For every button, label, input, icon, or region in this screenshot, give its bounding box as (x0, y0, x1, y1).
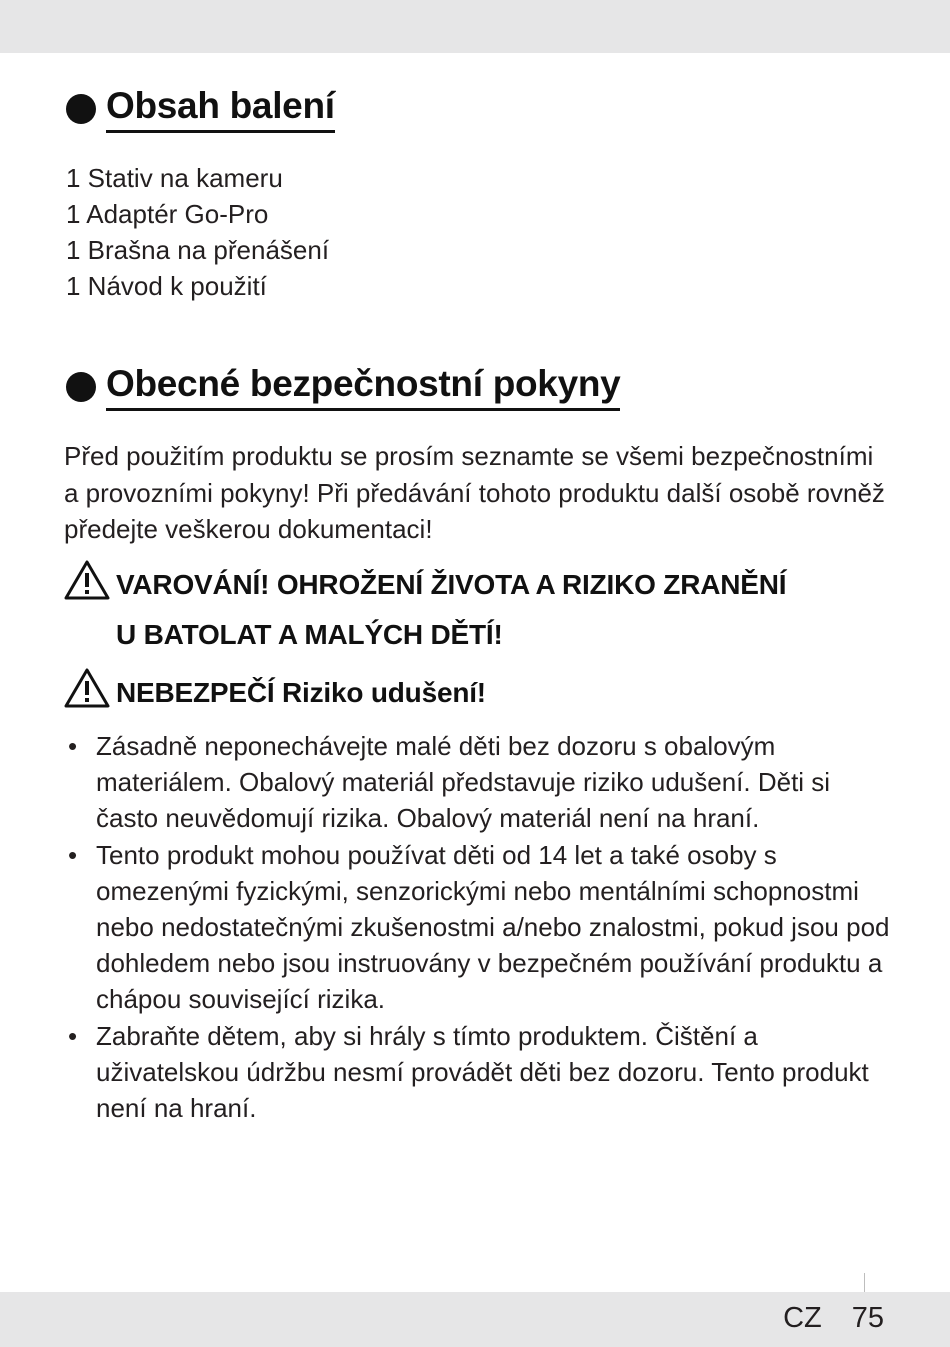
filled-circle-icon (66, 94, 96, 124)
list-item: 1 Stativ na kameru (66, 163, 283, 193)
list-item: 1 Brašna na přenášení (66, 235, 330, 265)
list-item: • Zásadně neponechávejte malé děti bez dozoru s obalovým materiálem. Obalový materiál představuje riziko udušení. Děti si často neuvědomují rizika. Obalový materiál není na hraní. (64, 728, 894, 837)
warning-block (64, 560, 786, 660)
list-item: • Tento produkt mohou používat děti od 14 let a také osoby s omezenými fyzickými, senzorickými nebo mentálními schopnostmi nebo nedostatečnými zkušenostmi a/nebo znalostmi, pokud jsou pod dohledem nebo jsou instruovány v bezpečném používání produktu a chápou související rizika. (64, 837, 894, 1018)
list-item: 1 Návod k použití (66, 271, 267, 301)
warning-text (116, 560, 786, 660)
warning-triangle-icon (64, 560, 110, 600)
list-item: 1 Adaptér Go-Pro (66, 199, 269, 229)
warning-line-1: VAROVÁNÍ! OHROŽENÍ ŽIVOTA A RIZIKO ZRANĚNÍ (116, 569, 787, 600)
safety-heading (66, 362, 620, 411)
safety-title: Obecné bezpečnostní pokyny (106, 362, 620, 411)
danger-label: NEBEZPEČÍ Riziko udušení! (116, 677, 486, 708)
warning-triangle-icon (64, 668, 110, 708)
contents-list (66, 160, 329, 304)
page-number: 75 (851, 1301, 884, 1334)
page-footer (783, 1298, 884, 1338)
warning-line-2: U BATOLAT A MALÝCH DĚTÍ! (116, 619, 503, 650)
filled-circle-icon (66, 372, 96, 402)
footer-divider (864, 1273, 865, 1293)
safety-intro: Před použitím produktu se prosím seznamte se všemi bezpečnostními a provozními pokyny! Při předávání tohoto produktu další osobě rovněž předejte veškerou dokumentaci! (64, 441, 885, 544)
list-item: • Zabraňte dětem, aby si hrály s tímto produktem. Čištění a uživatelskou údržbu nesmí provádět děti bez dozoru. Tento produkt není na hraní. (64, 1018, 894, 1127)
contents-heading (66, 84, 335, 133)
contents-title: Obsah balení (106, 84, 335, 133)
top-band (0, 0, 950, 53)
danger-block (64, 668, 486, 718)
footer-language: CZ (783, 1301, 822, 1334)
safety-bullets (64, 728, 894, 1126)
